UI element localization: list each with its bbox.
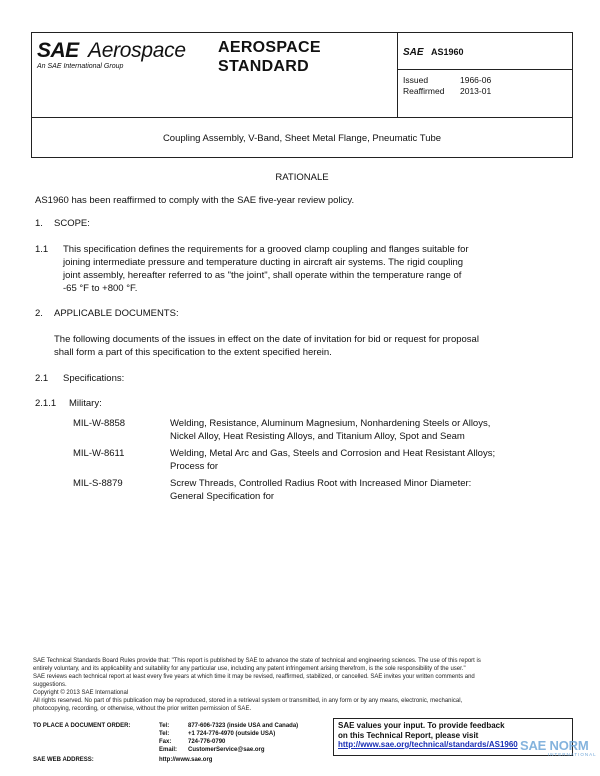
standard-title	[218, 38, 321, 76]
issued-label: Issued	[403, 75, 429, 85]
logo-aerospace: Aerospace	[88, 39, 186, 62]
tel2-label: Tel:	[159, 731, 170, 737]
copyright: Copyright © 2013 SAE International	[33, 690, 129, 696]
scope-line: joint assembly, hereafter referred to as "the joint", shall operate within the temperature range of	[63, 270, 462, 281]
ref-code: MIL-W-8858	[73, 418, 126, 429]
logo-sae: SAE	[37, 39, 79, 62]
footer-line: photocopying, recording, or otherwise, without the prior written permission of SAE.	[33, 706, 252, 712]
ref-desc-line: Screw Threads, Controlled Radius Root with Increased Minor Diameter:	[170, 478, 472, 489]
scope-num: 1.	[35, 218, 43, 229]
ref-desc-line: Nickel Alloy, Heat Resisting Alloys, and Titanium Alloy, Spot and Seam	[170, 431, 465, 442]
applicable-paragraph	[54, 333, 479, 359]
applicable-heading: APPLICABLE DOCUMENTS:	[54, 308, 179, 319]
header-meta-divider	[397, 69, 573, 70]
doc-sae-mark: SAE	[403, 47, 424, 58]
tel-label: Tel:	[159, 723, 170, 729]
ref-desc	[170, 477, 471, 503]
doc-number: AS1960	[431, 47, 464, 57]
applicable-num: 2.	[35, 308, 43, 319]
scope-subnum: 1.1	[35, 244, 49, 255]
scope-line: This specification defines the requirements for a grooved clamp coupling and flanges suitable for	[63, 244, 469, 255]
scope-heading: SCOPE:	[54, 218, 90, 229]
watermark-subtext: INTERNATIONAL	[548, 752, 597, 757]
footer-line: SAE Technical Standards Board Rules provide that: "This report is published by SAE to advance the state of technical and engineering sciences. The use of this report is	[33, 658, 481, 664]
fax-value: 724-776-0790	[188, 739, 226, 745]
fax-label: Fax:	[159, 739, 172, 745]
standard-title-line2: STANDARD	[218, 58, 309, 75]
feedback-line: SAE values your input. To provide feedback	[338, 721, 505, 730]
footer-line: SAE reviews each technical report at least every five years at which time it may be revised, reaffirmed, stabilized, or cancelled. SAE invites your written comments and	[33, 674, 475, 680]
reaffirmed-value: 2013-01	[460, 86, 492, 96]
header-divider	[397, 32, 398, 118]
document-title: Coupling Assembly, V-Band, Sheet Metal Flange, Pneumatic Tube	[162, 133, 442, 144]
logo-subtitle: An SAE International Group	[37, 63, 124, 70]
email-label: Email:	[159, 747, 178, 753]
spec-heading: Specifications:	[63, 373, 125, 384]
web-label: SAE WEB ADDRESS:	[33, 757, 94, 763]
ref-code: MIL-S-8879	[73, 478, 123, 489]
scope-line: -65 °F to +800 °F.	[63, 283, 138, 294]
military-heading: Military:	[69, 398, 102, 409]
footer-rules	[33, 657, 573, 713]
rationale-text: AS1960 has been reaffirmed to comply with the SAE five-year review policy.	[35, 195, 355, 206]
order-label: TO PLACE A DOCUMENT ORDER:	[33, 723, 131, 729]
military-num: 2.1.1	[35, 398, 57, 409]
scope-paragraph	[63, 243, 469, 295]
footer-line: entirely voluntary, and its applicability and suitability for any particular use, including any patent infringement arising therefrom, is the sole responsibility of the user."	[33, 666, 466, 672]
ref-desc-line: Process for	[170, 461, 219, 472]
tel-value: 877-606-7323 (inside USA and Canada)	[188, 723, 299, 729]
ref-desc-line: Welding, Resistance, Aluminum Magnesium, Nonhardening Steels or Alloys,	[170, 418, 491, 429]
applicable-line: shall form a part of this specification to the extent specified herein.	[54, 347, 332, 358]
ref-code: MIL-W-8611	[73, 448, 125, 459]
watermark-text: SAE NORM	[520, 738, 589, 753]
scope-line: joining intermediate pressure and temperature ducting in aircraft air systems. The rigid coupling	[63, 257, 464, 268]
email-value[interactable]: CustomerService@sae.org	[188, 747, 265, 753]
tel2-value: +1 724-776-4970 (outside USA)	[188, 731, 276, 737]
web-link[interactable]: http://www.sae.org	[159, 757, 213, 763]
standard-title-line1: AEROSPACE	[218, 39, 321, 56]
spec-num: 2.1	[35, 373, 49, 384]
footer-line: suggestions.	[33, 682, 67, 688]
footer-line: All rights reserved. No part of this publication may be reproduced, stored in a retrieval system or transmitted, in any form or by any means, electronic, mechanical,	[33, 698, 463, 704]
ref-desc	[170, 417, 490, 443]
rationale-heading: RATIONALE	[275, 172, 329, 183]
feedback-link[interactable]: http://www.sae.org/technical/standards/AS1960	[338, 740, 518, 749]
reaffirmed-label: Reaffirmed	[403, 86, 445, 96]
ref-desc-line: General Specification for	[170, 491, 275, 502]
ref-desc-line: Welding, Metal Arc and Gas, Steels and Corrosion and Heat Resistant Alloys;	[170, 448, 496, 459]
ref-desc	[170, 447, 495, 473]
applicable-line: The following documents of the issues in effect on the date of invitation for bid or request for proposal	[54, 334, 479, 345]
issued-value: 1966-06	[460, 75, 492, 85]
feedback-line: on this Technical Report, please visit	[338, 730, 479, 740]
